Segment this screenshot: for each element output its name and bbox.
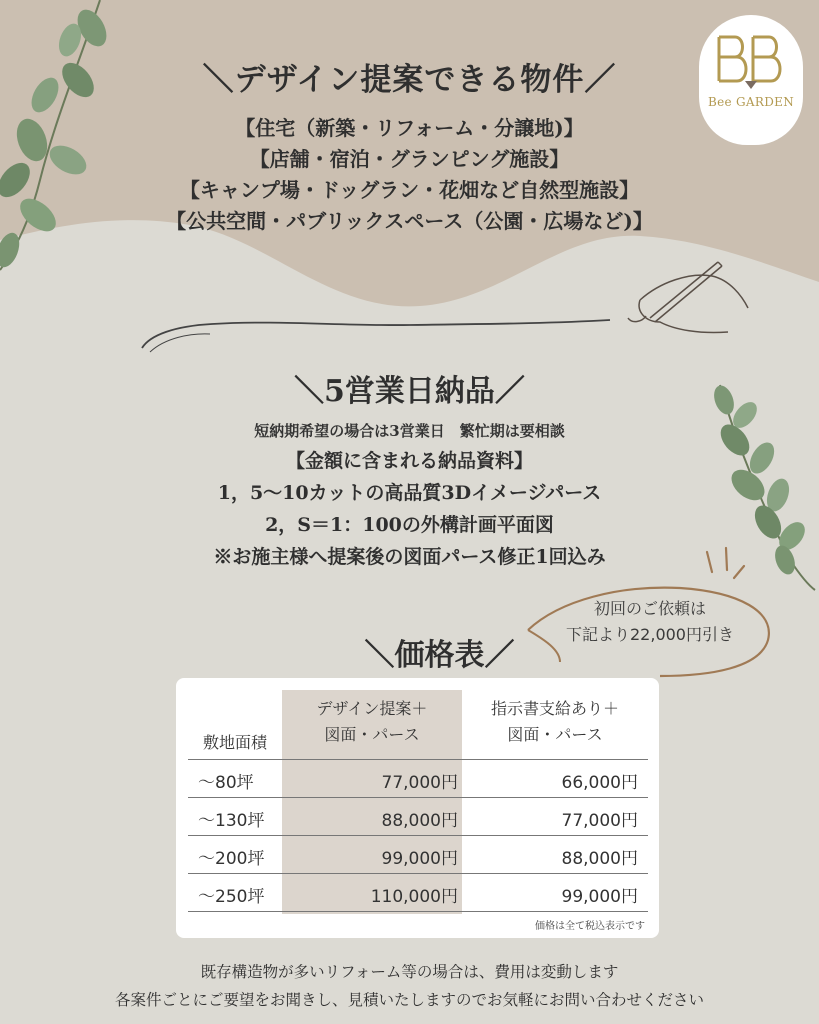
delivery-section-title: ＼5営業日納品／ — [294, 374, 525, 409]
property-type-list — [0, 113, 819, 237]
bee-garden-logo — [699, 15, 803, 145]
header-spec: 指示書支給あり＋ 図面・パース — [490, 699, 619, 744]
table-row: 〜80坪 77,000円 66,000円 — [188, 760, 648, 798]
price-table-card — [176, 678, 659, 938]
list-item: 【キャンプ場・ドッグラン・花畑など自然型施設】 — [179, 178, 640, 202]
deliverables-list — [0, 445, 819, 573]
list-item: 【公共空間・パブリックスペース（公園・広場など)】 — [166, 209, 653, 233]
list-item: 【金額に含まれる納品資料】 — [285, 450, 533, 472]
callout-line: 下記より22,000円引き — [566, 625, 734, 644]
delivery-note: 短納期希望の場合は3営業日 繁忙期は要相談 — [254, 422, 565, 440]
tax-note: 価格は全て税込表示です — [535, 921, 645, 932]
footer-line: 既存構造物が多いリフォーム等の場合は、費用は変動します — [200, 963, 619, 981]
bb-logo-icon — [713, 33, 789, 91]
table-header — [188, 690, 648, 760]
list-item: ※お施主様へ提案後の図面パース修正1回込み — [213, 546, 606, 568]
table-row: 〜250坪 110,000円 99,000円 — [188, 874, 648, 912]
logo-text: Bee GARDEN — [707, 95, 794, 109]
table-row: 〜130坪 88,000円 77,000円 — [188, 798, 648, 836]
table-row: 〜200坪 99,000円 88,000円 — [188, 836, 648, 874]
price-table — [188, 690, 648, 912]
list-item: 【住宅（新築・リフォーム・分譲地)】 — [235, 116, 584, 140]
swoosh-line — [142, 320, 610, 348]
footer-notes — [0, 958, 819, 1014]
design-section-title: ＼デザイン提案できる物件／ — [202, 62, 617, 98]
price-section-title: ＼価格表／ — [364, 638, 515, 673]
list-item: 1，5〜10カットの高品質3Dイメージパース — [217, 482, 602, 504]
callout-line: 初回のご依頼は — [593, 599, 706, 618]
footer-line: 各案件ごとにご要望をお聞きし、見積いたしますのでお気軽にお問い合わせください — [114, 991, 704, 1009]
header-design: デザイン提案＋ 図面・パース — [316, 699, 428, 744]
hand-pen-icon — [628, 262, 748, 333]
list-item: 【店舗・宿泊・グランピング施設】 — [249, 147, 570, 171]
list-item: 2，S＝1：100の外構計画平面図 — [265, 514, 554, 536]
header-area: 敷地面積 — [202, 733, 267, 752]
